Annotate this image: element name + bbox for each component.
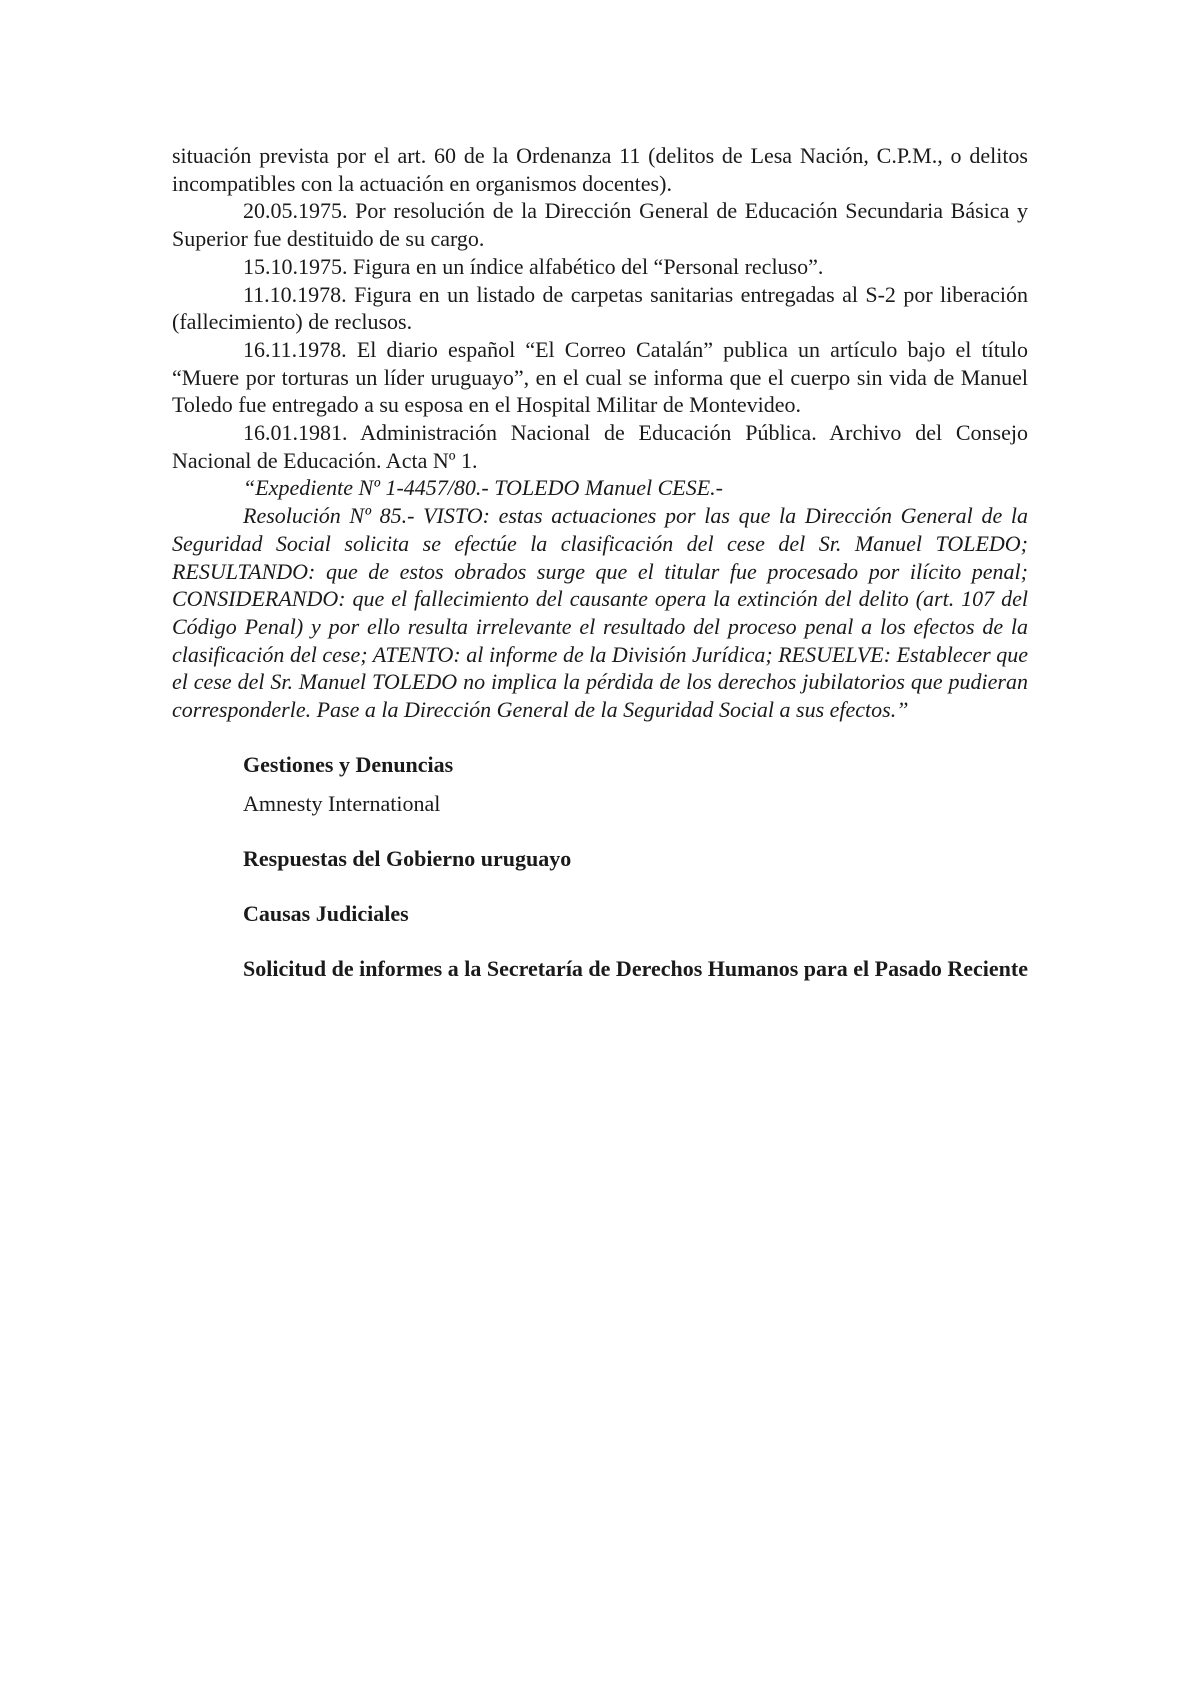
paragraph-1978-correo-catalan: 16.11.1978. El diario español “El Correo Catalán” publica un artículo bajo el título “Muere por torturas un líder uruguayo”, en el cual se informa que el cuerpo sin vida de Manuel Toledo fue entregado a su esposa en el Hospital Militar de Montevideo. — [172, 336, 1028, 418]
quote-title: “Expediente Nº 1-4457/80.- TOLEDO Manuel CESE.- — [243, 475, 723, 501]
document-body — [172, 142, 1028, 982]
paragraph-situacion: situación prevista por el art. 60 de la Ordenanza 11 (delitos de Lesa Nación, C.P.M., o delitos incompatibles con la actuación en organismos docentes). — [172, 143, 1028, 196]
paragraph-1981-acta: 16.01.1981. Administración Nacional de Educación Pública. Archivo del Consejo Nacional de Educación. Acta Nº 1. — [172, 420, 1028, 473]
paragraph-1975-destitucion: 20.05.1975. Por resolución de la Dirección General de Educación Secundaria Básica y Superior fue destituido de su cargo. — [172, 198, 1028, 252]
paragraph-1975-indice: 15.10.1975. Figura en un índice alfabético del “Personal recluso”. — [243, 253, 824, 279]
paragraph-1978-carpetas: 11.10.1978. Figura en un listado de carpetas sanitarias entregadas al S-2 por liberación (fallecimiento) de reclusos. — [172, 281, 1028, 335]
section-heading-causas: Causas Judiciales — [243, 900, 409, 926]
quote-body: Resolución Nº 85.- VISTO: estas actuaciones por las que la Dirección General de la Seguridad Social solicita se efectúe la clasificación del cese del Sr. Manuel TOLEDO; RESULTANDO: que de estos obrados surge que el titular fue procesado por ilícito penal; CONSIDERANDO: que el fallecimiento del causante opera la extinción del delito (art. 107 del Código Penal) y por ello resulta irrelevante el resultado del proceso penal a los efectos de la clasificación del cese; ATENTO: al informe de la División Jurídica; RESUELVE: Establecer que el cese del Sr. Manuel TOLEDO no implica la pérdida de los derechos jubilatorios que pudieran corresponderle. Pase a la Dirección General de la Seguridad Social a sus efectos.” — [172, 503, 1028, 723]
section-heading-solicitud: Solicitud de informes a la Secretaría de Derechos Humanos para el Pasado Reciente — [243, 955, 1028, 981]
section-heading-gestiones: Gestiones y Denuncias — [243, 751, 454, 777]
section-text-amnesty: Amnesty International — [243, 791, 441, 817]
section-heading-respuestas: Respuestas del Gobierno uruguayo — [243, 846, 572, 872]
